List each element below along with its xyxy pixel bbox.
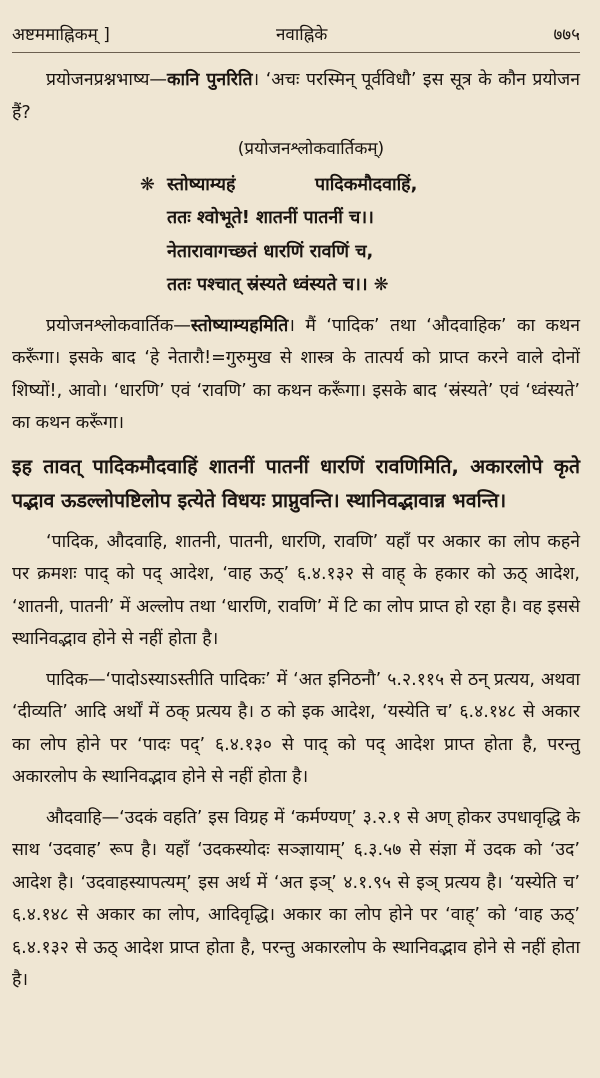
paragraph-explanation: ‘पादिक, औदवाहि, शातनी, पातनी, धारणि, रावणि’ यहाँ पर अकार का लोप कहने पर क्रमशः पाद् को पद् आदेश, ‘वाह ऊठ्’ ६.४.१३२ से वाह् के हकार को ऊठ् आदेश, ‘शातनी, पातनी’ में अल्लोप तथा ‘धारणि, रावणि’ में टि का लोप प्राप्त हो रहा है। वह इससे स्थानिवद्भाव होने से नहीं होता है। <box>12 531 580 649</box>
paragraph-prayojana-prashna <box>12 64 580 129</box>
p1-rest: । ‘अचः परस्मिन् पूर्वविधौ’ इस सूत्र के कौन प्रयोजन हैं? <box>12 70 580 123</box>
header-chapter: अष्टममाह्निकम् ] <box>12 25 110 45</box>
verse-star-open: ❋ <box>140 173 155 195</box>
verse-line-2: ततः श्वोभूते! शातनीं पातनीं च।। <box>167 207 374 228</box>
verse-line-1-a: स्तोष्याम्यहं <box>167 173 236 195</box>
verse-title: (प्रयोजनश्लोकवार्तिकम्) <box>237 139 385 159</box>
paragraph-bhashya: इह तावत् पादिकमौदवाहिं शातनीं पातनीं धारणिं रावणिमिति, अकारलोपे कृते पद्भाव ऊडल्लोपष्टिलोप इत्येते विधयः प्राप्नुवन्ति। स्थानिवद्भावान्न भवन्ति। <box>12 454 580 512</box>
p1-bold: कानि पुनरिति <box>167 70 253 90</box>
p2-lead: प्रयोजनश्लोकवार्तिक— <box>46 315 191 336</box>
verse-line-4 <box>12 268 580 302</box>
verse-line-4-text: ततः पश्चात् स्रंस्यते ध्वंस्यते च।। <box>167 274 368 295</box>
paragraph-padika: पादिक—‘पादोऽस्याऽस्तीति पादिकः’ में ‘अत इनिठनौ’ ५.२.११५ से ठन् प्रत्यय, अथवा ‘दीव्यति’ आदि अर्थों में ठक् प्रत्यय है। ठ को इक आदेश, ‘यस्येति च’ ६.४.१४८ से अकार का लोप होने पर ‘पादः पद्’ ६.४.१३० से पाद् को पद् आदेश प्राप्त होता है, परन्तु अकारलोप के स्थानिवद्भाव होने से नहीं होता है। <box>12 669 580 787</box>
verse-block <box>12 168 580 302</box>
running-header <box>12 22 580 52</box>
verse-line-3: नेतारावागच्छतं धारणिं रावणिं च, <box>167 240 374 262</box>
verse-line-1 <box>12 168 580 202</box>
paragraph-audavahi: औदवाहि—‘उदकं वहति’ इस विग्रह में ‘कर्मण्यण्’ ३.२.१ से अण् होकर उपधावृद्धि के साथ ‘उदवाह’ रूप है। यहाँ ‘उदकस्योदः सञ्ज्ञायाम्’ ६.३.५७ से संज्ञा में उदक को ‘उद’ आदेश है। ‘उदवाहस्यापत्यम्’ इस अर्थ में ‘अत इञ्’ ४.१.९५ से इञ् प्रत्यय है। ‘यस्येति च’ ६.४.१४८ से अकार का लोप, आदिवृद्धि। अकार का लोप होने पर ‘वाह्’ को ‘वाह ऊठ्’ ६.४.१३२ से ऊठ् आदेश प्राप्त होता है, परन्तु अकारलोप के स्थानिवद्भाव होने से नहीं होता है। <box>12 807 580 990</box>
header-rule <box>12 52 580 53</box>
page-body <box>12 64 580 997</box>
p2-rest: । मैं ‘पादिक’ तथा ‘औदवाहिक’ का कथन करूँगा। इसके बाद ‘हे नेतारौ!=गुरुमुख से शास्त्र के तात्पर्य को प्राप्त करने वाले दोनों शिष्यों!, आवो। ‘धारणि’ एवं ‘रावणि’ का कथन करूँगा। इसके बाद ‘स्रंस्यते’ एवं ‘ध्वंस्यते’ का कथन करूँगा। <box>12 315 580 433</box>
header-title: नवाह्निके <box>276 25 328 45</box>
verse-star-close: ❋ <box>373 274 389 295</box>
page-number: ७७५ <box>553 25 580 45</box>
p1-lead: प्रयोजनप्रश्नभाष्य— <box>46 70 168 90</box>
paragraph-shloka-vartika <box>12 310 580 440</box>
verse-line-1-b: पादिकमौदवाहिं, <box>315 173 418 195</box>
p2-bold: स्तोष्याम्यहमिति <box>190 315 289 336</box>
